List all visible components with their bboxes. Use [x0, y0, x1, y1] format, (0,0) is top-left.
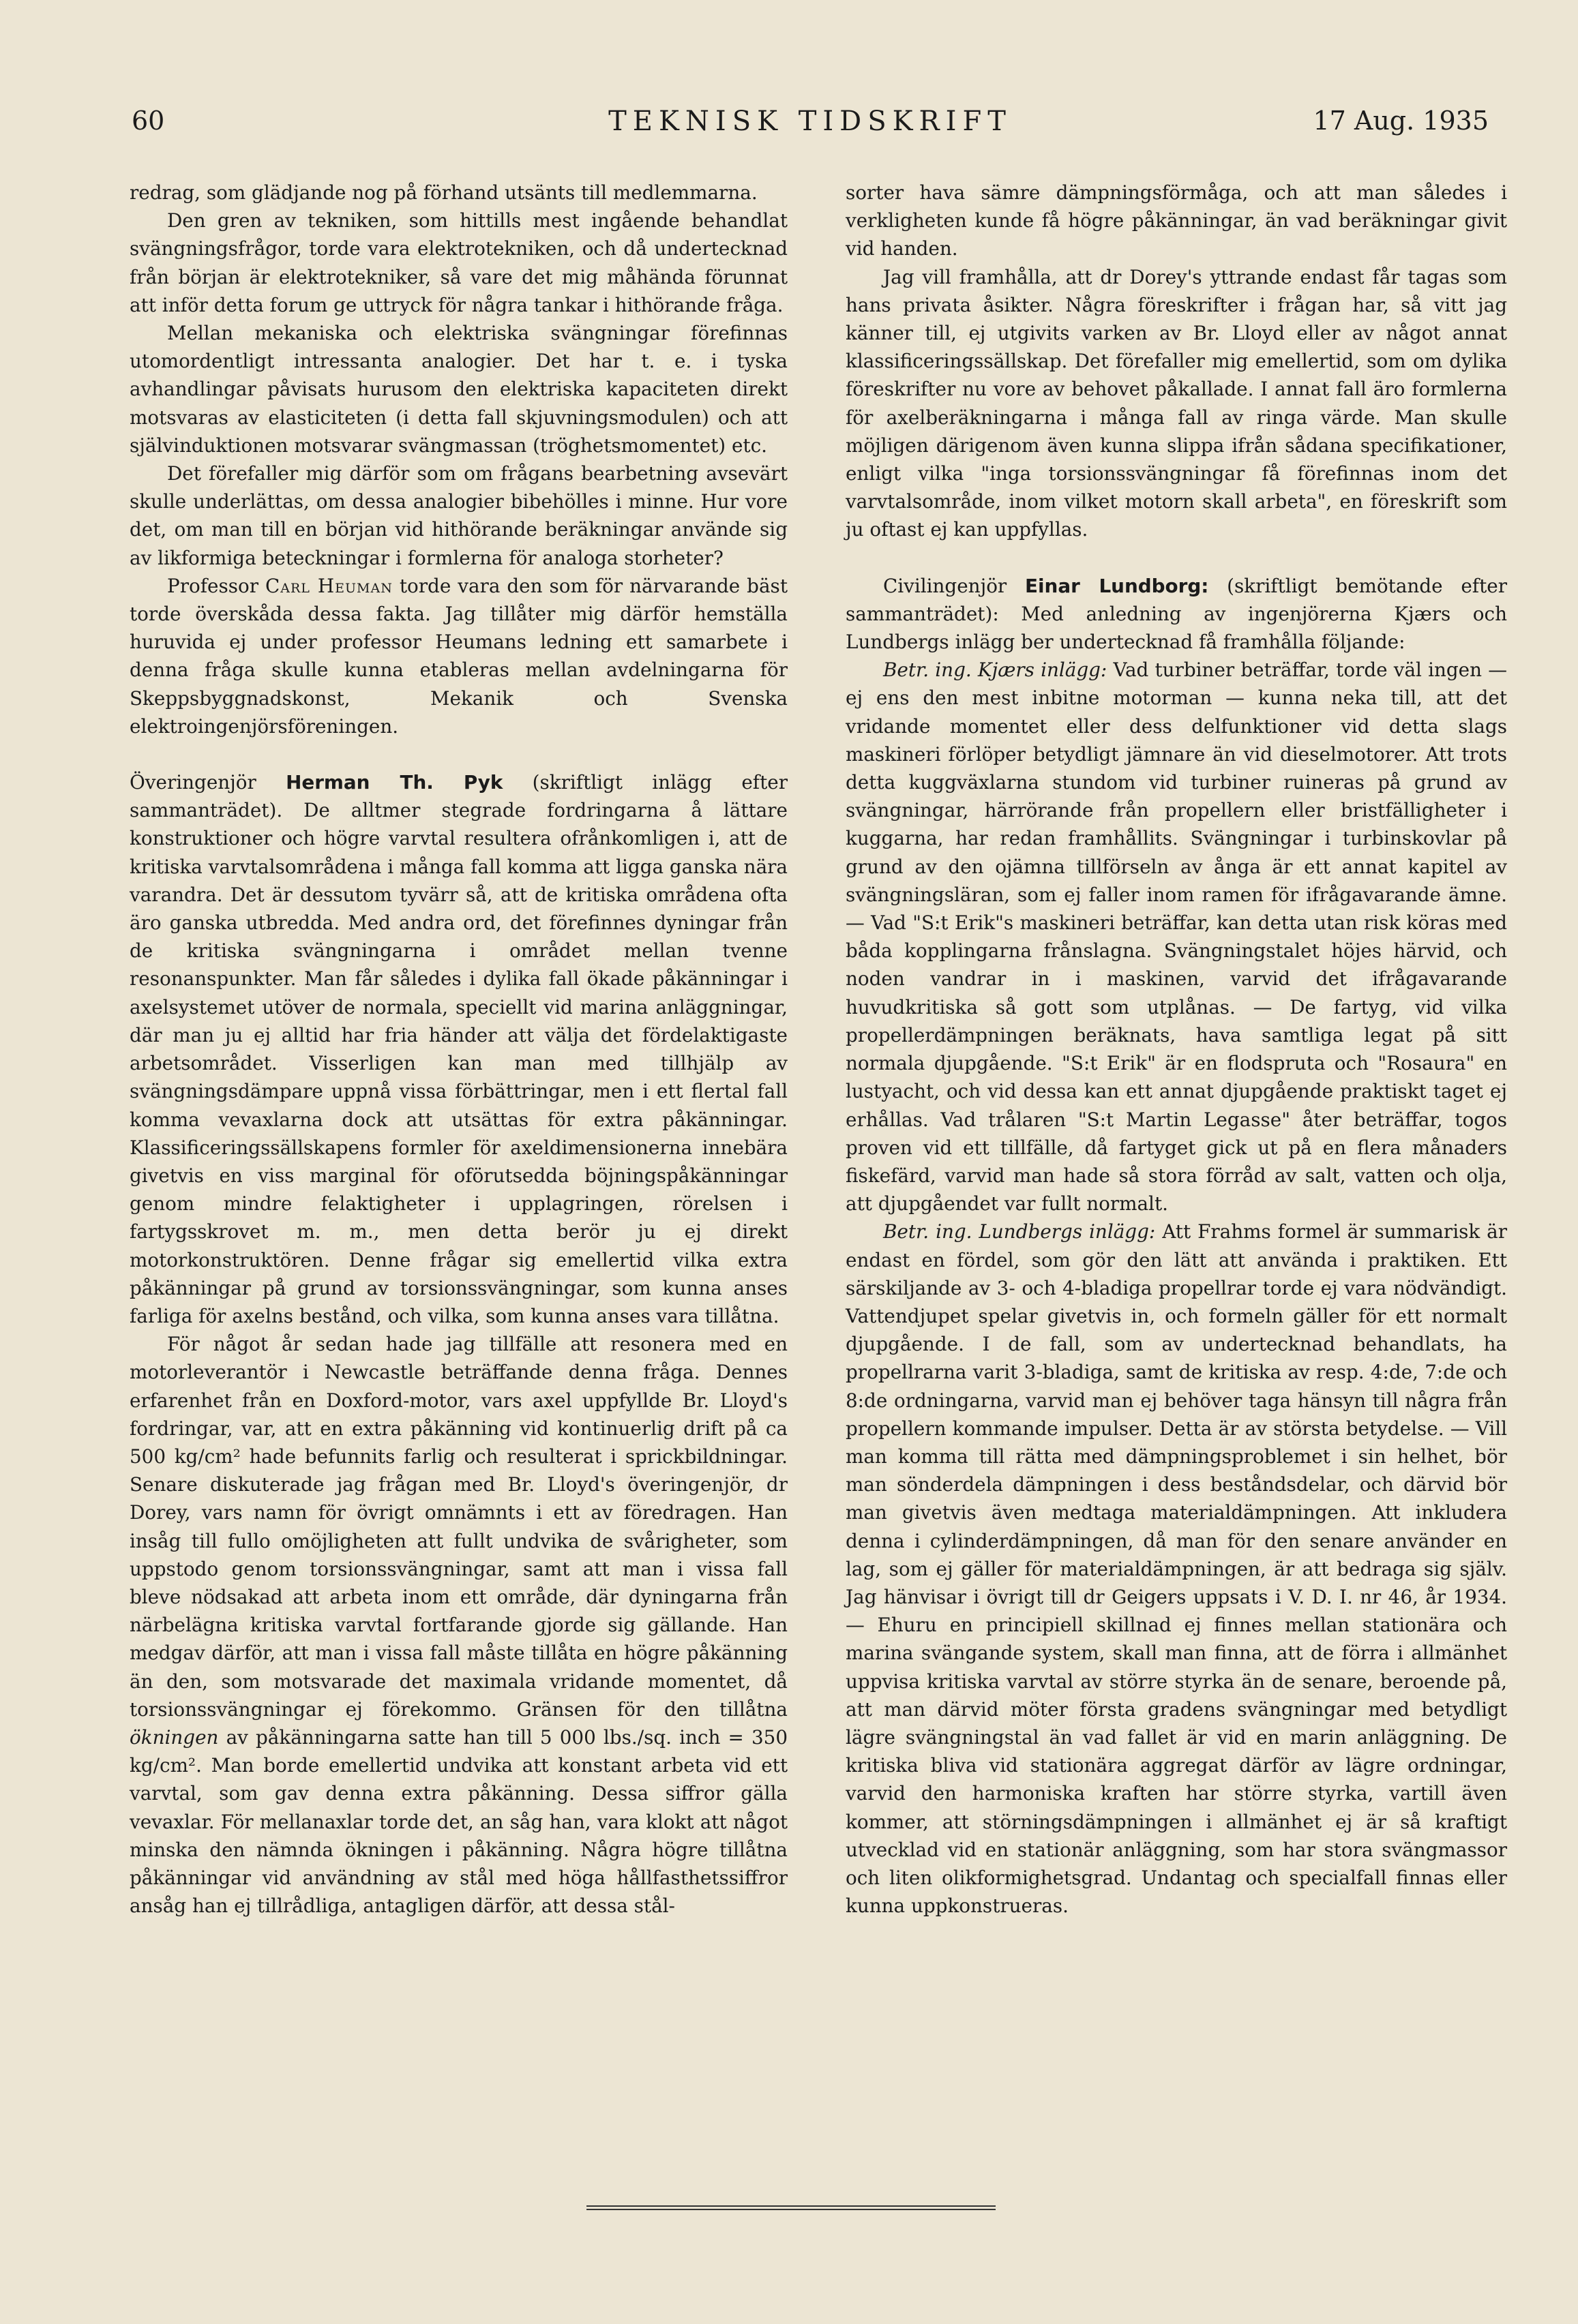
- paragraph: Jag vill framhålla, att dr Dorey's yttrande endast får tagas som hans privata åsikter. Några föreskrifter i frågan har, så vitt jag känner till, ej utgivits varken av Br. Lloyd eller av något annat klassificeringssällskap. Det förefaller mig emellertid, som om dylika föreskrifter nu vore av behovet påkallade. I annat fall äro formlerna för axelberäkningarna i många fall av ringa värde. Man skulle möjligen därigenom även kunna slippa ifrån sådana specifikationer, enligt vilka "inga torsionssvängningar få förefinnas inom det varvtalsområde, inom vilket motorn skall arbeta", en föreskrift som ju oftast ej kan uppfyllas.: [846, 265, 1507, 541]
- paragraph: Mellan mekaniska och elektriska svängningar förefinnas utomordentligt intressanta analogier. Det har t. e. i tyska avhandlingar påvisats hurusom den elektriska kapaciteten direkt motsvaras av elasticiteten (i detta fall skjuvningsmodulen) och att självinduktionen motsvarar svängmassan (tröghetsmomentet) etc.: [130, 322, 788, 457]
- paragraph-text: Professor: [167, 574, 266, 597]
- double-rule: [586, 2205, 996, 2210]
- left-column: [130, 179, 788, 1920]
- paragraph: Den gren av tekniken, som hittills mest ingående behandlat svängningsfrågor, torde vara elektrotekniken, och då undertecknad från början är elektrotekniker, så vare det mig måhända förunnat att inför detta forum ge uttryck för några tankar i hithörande fråga.: [130, 209, 788, 316]
- paragraph: [846, 1218, 1507, 1920]
- paragraph: redrag, som glädjande nog på förhand utsänts till medlemmarna.: [130, 181, 758, 204]
- paragraph-text: (skriftligt inlägg efter sammanträdet). De alltmer stegrade fordringarna å lättare konstruktioner och högre varvtal resultera ofrånkomligen i, att de kritiska varvtalsområdena i många fall komma att ligga ganska nära varandra. Det är dessutom tyvärr så, att de kritiska områdena ofta äro ganska utbredda. Med andra ord, det förefinnes dyningar från de kritiska svängningarna i området mellan tvenne resonanspunkter. Man får således i dylika fall ökade påkänningar i axelsystemet utöver de normala, speciellt vid marina anläggningar, där man ju ej alltid har fria händer att välja det fördelaktigaste arbetsområdet. Visserligen kan man med tillhjälp av svängningsdämpare uppnå vissa förbättringar, men i ett flertal fall komma vevaxlarna dock att utsättas för extra påkänningar. Klassificeringssällskapens formler för axeldimensionerna innebära givetvis en viss marginal för oförutsedda böjningspåkänningar genom mindre felaktigheter i upplagringen, rörelsen i fartygsskrovet m. m., men detta berör ju ej direkt motorkonstruktören. Denne frågar sig emellertid vilka extra påkänningar på grund av torsionssvängningar, som kunna anses farliga för axelns bestånd, och vilka, som kunna anses vara tillåtna.: [130, 771, 788, 1327]
- speaker-name: Einar Lundborg:: [1025, 574, 1209, 597]
- paragraph-text: torde vara den som för närvarande bäst torde överskåda dessa fakta. Jag tillåter mig därför hemställa huruvida ej under professor Heumans ledning ett samarbete i denna fråga skulle kunna etableras mellan avdelningarna för Skeppsbyggnadskonst, Mekanik och Svenska elektroingenjörsföreningen.: [130, 574, 788, 738]
- subheading: Betr. ing. Kjærs inlägg:: [883, 659, 1107, 682]
- page-number: 60: [132, 106, 165, 136]
- paragraph-text: Att Frahms formel är summarisk är endast en fördel, som gör den lätt att använda i praktiken. Ett särskiljande av 3- och 4-bladiga propellrar torde ej vara nödvändigt. Vattendjupet spelar givetvis in, och formeln gäller för ett normalt djupgående. I de fall, som av undertecknad behandlats, ha propellrarna varit 3-bladiga, samt de kritiska av resp. 4:de, 7:de och 8:de ordningarna, varvid man ej behöver taga hänsyn till några från propellern kommande impulser. Detta är av största betydelse. — Vill man komma till rätta med dämpningsproblemet i sin helhet, bör man sönderdela dämpningen i dess beståndsdelar, och därvid bör man givetvis även medtaga materialdämpningen. Att inkludera denna i cylinderdämpningen, då man för den senare använder en lag, som ej gäller för materialdämpningen, är att bedraga sig själv. Jag hänvisar i övrigt till dr Geigers uppsats i V. D. I. nr 46, år 1934. — Ehuru en principiell skillnad ej finnes mellan stationära och marina svängande system, skall man finna, att de förra i allmänhet uppvisa kritiska varvtal av större styrka än de senare, beroende på, att man därvid möter första gradens svängningar med betydligt lägre svängningstal än vad fallet är vid en marin anläggning. De kritiska bliva vid stationära aggregat därför av lägre ordningar, varvid den harmoniska kraften har större styrka, vartill även kommer, att störningsdämpningen i allmänhet ej är så kraftigt utvecklad vid en stationär anläggning, som har stora svängmassor och liten olikformighetsgrad. Undantag och specialfall finnas eller kunna uppkonstrueras.: [846, 1220, 1508, 1918]
- section-end-rule: [586, 2205, 996, 2210]
- paragraph-text: av påkänningarna satte han till 5 000 lbs./sq. inch = 350 kg/cm². Man borde emellertid undvika att konstant arbeta vid ett varvtal, som gav denna extra påkänning. Dessa siffror gälla vevaxlar. För mellanaxlar torde det, an såg han, vara klokt att något minska den nämnda ökningen i påkänning. Några högre tillåtna påkänningar vid användning av stål med höga hållfasthetssiffror ansåg han ej tillrådliga, antagligen därför, att dessa stål-: [130, 1725, 788, 1918]
- paragraph: sorter hava sämre dämpningsförmåga, och att man således i verkligheten kunde få högre påkänningar, än vad beräkningar givit vid handen.: [846, 181, 1507, 260]
- speaker-name: Herman Th. Pyk: [286, 771, 503, 794]
- issue-date: 17 Aug. 1935: [1313, 106, 1489, 136]
- speaker-title: Överingenjör: [130, 771, 286, 794]
- paragraph: [130, 1330, 788, 1920]
- person-name: Carl Heuman: [265, 574, 393, 597]
- paragraph-text: För något år sedan hade jag tillfälle att resonera med en motorleverantör i Newcastle beträffande denna fråga. Dennes erfarenhet från en Doxford-motor, vars axel uppfyllde Br. Lloyd's fordringar, var, att en extra påkänning vid kontinuerlig drift på ca 500 kg/cm² hade befunnits farlig och resulterat i sprickbildningar. Senare diskuterade jag frågan med Br. Lloyd's överingenjör, dr Dorey, vars namn för övrigt omnämnts i ett av föredragen. Han insåg till fullo omöjligheten att fullt undvika de svårigheter, som uppstodo genom torsionssvängningar, samt att man i vissa fall bleve nödsakad att arbeta inom ett område, där dyningarna från närbelägna kritiska varvtal fortfarande gjorde sig gällande. Han medgav därför, att man i vissa fall måste tillåta en högre påkänning än den, som motsvarade det maximala vridande momentet, då torsionssvängningar ej förekommo. Gränsen för den tillåtna: [130, 1333, 788, 1721]
- paragraph: [130, 572, 788, 740]
- paragraph-text: Vad turbiner beträffar, torde väl ingen — ej ens den mest inbitne motorman — kunna neka till, att det vridande momentet eller dess delfunktioner vid detta slags maskineri förlöper betydligt jämnare än vid dieselmotorer. Att trots detta kuggväxlarna stundom vid turbiner ruineras på grund av svängningar, härrörande från propellern eller bristfälligheter i kuggarna, har redan framhållits. Svängningar i turbinskovlar på grund av den ojämna tillförseln av ånga är ett annat kapitel av svängningsläran, som ej faller inom ramen för ifrågavarande ämne. — Vad "S:t Erik"s maskineri beträffar, kan detta utan risk köras med båda kopplingarna frånslagna. Svängningstalet höjes härvid, och noden vandrar in i maskinen, varvid det ifrågavarande huvudkritiska så gott som utplånas. — De fartyg, vid vilka propellerdämpningen beräknats, hava samtliga legat på sitt normala djupgående. "S:t Erik" är en flodspruta och "Rosaura" en lustyacht, och vid dessa kan ett annat djupgående praktiskt taget ej erhållas. Vad trålaren "S:t Martin Legasse" åter beträffar, togos proven vid ett tillfälle, då fartyget gick ut på en flera månaders fiskefärd, varvid man hade så stora förråd av salt, vatten och olja, att djupgåendet var fullt normalt.: [846, 659, 1507, 1216]
- paragraph: Det förefaller mig därför som om frågans bearbetning avsevärt skulle underlättas, om dessa analogier bibehölles i minne. Hur vore det, om man till en början vid hithörande beräkningar använde sig av likformiga beteckningar i formlerna för analoga storheter?: [130, 462, 788, 569]
- paragraph: [846, 572, 1507, 657]
- right-column: [846, 179, 1507, 1920]
- paragraph: [130, 768, 788, 1330]
- paragraph-text: (skriftligt bemötande efter sammanträdet): Med anledning av ingenjörerna Kjærs och Lundbergs inlägg ber undertecknad få framhålla följande:: [846, 574, 1507, 654]
- page-header: [132, 106, 1489, 153]
- speaker-title: Civilingenjör: [883, 574, 1026, 597]
- emphasis: ökningen: [130, 1725, 219, 1749]
- journal-title: TEKNISK TIDSKRIFT: [608, 106, 1012, 137]
- subheading: Betr. ing. Lundbergs inlägg:: [883, 1220, 1156, 1243]
- paragraph: [846, 656, 1507, 1218]
